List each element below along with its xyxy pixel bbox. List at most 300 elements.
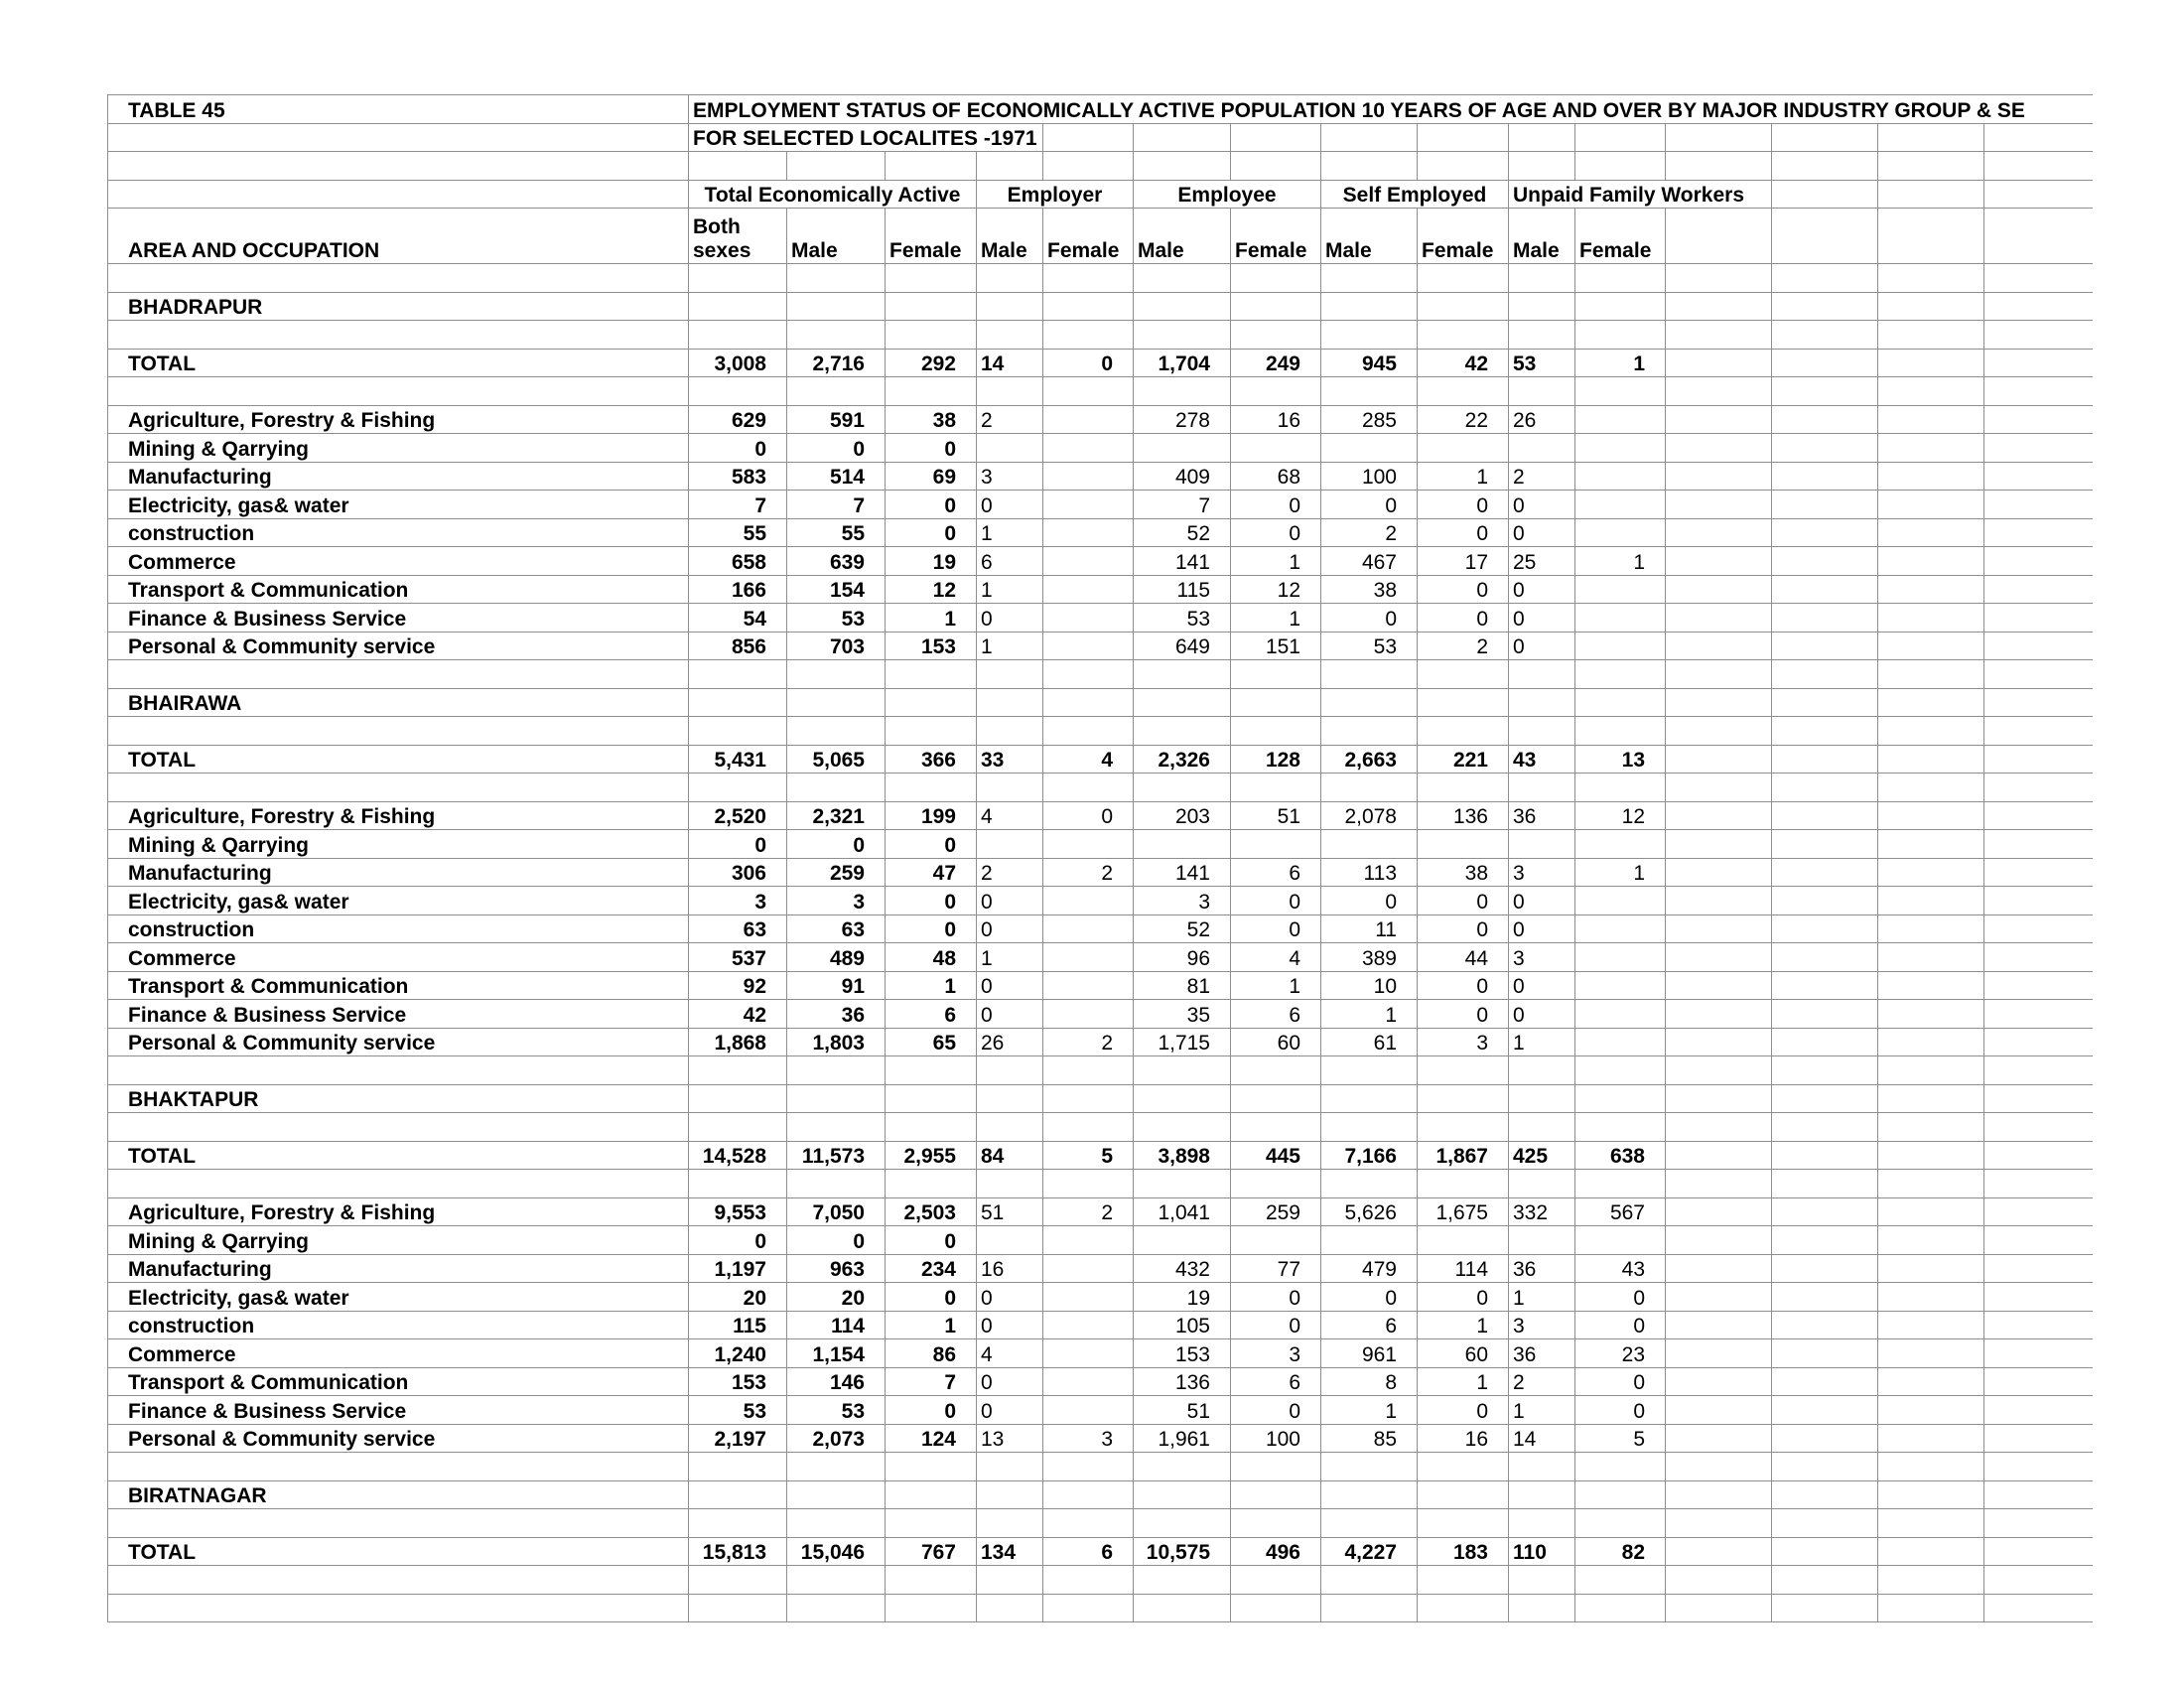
data-cell: 69: [886, 462, 977, 491]
data-cell: [1043, 1000, 1134, 1029]
data-cell: [1575, 914, 1666, 943]
data-cell: 1: [977, 518, 1043, 547]
data-cell: 234: [886, 1254, 977, 1283]
table-row: [108, 1226, 2094, 1255]
total-cell: 82: [1575, 1537, 1666, 1566]
data-cell: 8: [1321, 1367, 1418, 1396]
data-cell: [977, 830, 1043, 859]
area-row: [108, 1480, 2094, 1509]
data-cell: 53: [689, 1396, 787, 1425]
column-header-row: [108, 209, 2094, 264]
data-cell: 1,961: [1134, 1424, 1231, 1453]
total-cell: 3,008: [689, 349, 787, 377]
data-cell: 332: [1509, 1197, 1575, 1226]
data-cell: 4: [977, 801, 1043, 830]
total-label: TOTAL: [108, 1141, 689, 1170]
data-cell: 2,073: [787, 1424, 886, 1453]
data-cell: 53: [1321, 632, 1418, 660]
data-cell: 3: [689, 887, 787, 915]
table-row: [108, 1254, 2094, 1283]
data-cell: 0: [1418, 1396, 1509, 1425]
area-name: BHAKTAPUR: [108, 1084, 689, 1113]
total-cell: 53: [1509, 349, 1575, 377]
total-cell: 1,867: [1418, 1141, 1509, 1170]
data-cell: [1043, 434, 1134, 463]
total-cell: 767: [886, 1537, 977, 1566]
data-cell: 2: [977, 858, 1043, 887]
data-cell: [1231, 434, 1321, 463]
data-cell: 1: [1509, 1028, 1575, 1056]
total-cell: 2,326: [1134, 745, 1231, 774]
data-cell: 0: [1231, 1283, 1321, 1312]
data-cell: 55: [689, 518, 787, 547]
data-cell: 629: [689, 405, 787, 434]
occupation-label: Agriculture, Forestry & Fishing: [108, 801, 689, 830]
data-cell: 53: [787, 1396, 886, 1425]
total-row: [108, 1537, 2094, 1566]
total-cell: 183: [1418, 1537, 1509, 1566]
data-cell: 0: [1509, 971, 1575, 1000]
data-cell: 113: [1321, 858, 1418, 887]
data-cell: 81: [1134, 971, 1231, 1000]
data-cell: 11: [1321, 914, 1418, 943]
data-cell: 19: [1134, 1283, 1231, 1312]
data-cell: 0: [1418, 604, 1509, 633]
data-cell: 2: [1043, 858, 1134, 887]
data-cell: 12: [886, 575, 977, 604]
data-cell: 0: [977, 1283, 1043, 1312]
data-cell: 3: [1509, 858, 1575, 887]
data-cell: 1: [1418, 1311, 1509, 1339]
data-cell: 0: [1231, 1396, 1321, 1425]
total-label: TOTAL: [108, 1537, 689, 1566]
table-row: [108, 1311, 2094, 1339]
total-cell: 945: [1321, 349, 1418, 377]
data-cell: 6: [1231, 1000, 1321, 1029]
occupation-label: Personal & Community service: [108, 1424, 689, 1453]
data-cell: [1134, 830, 1231, 859]
table-row: [108, 547, 2094, 576]
blank-row: [108, 1170, 2094, 1198]
data-cell: 154: [787, 575, 886, 604]
occupation-label: Commerce: [108, 1339, 689, 1368]
data-cell: 2: [977, 405, 1043, 434]
data-cell: 54: [689, 604, 787, 633]
data-cell: 0: [1575, 1367, 1666, 1396]
data-cell: 52: [1134, 518, 1231, 547]
data-cell: 105: [1134, 1311, 1231, 1339]
data-cell: 658: [689, 547, 787, 576]
data-cell: 0: [977, 1000, 1043, 1029]
data-cell: [1043, 1311, 1134, 1339]
data-cell: 14: [1509, 1424, 1575, 1453]
data-cell: 0: [1575, 1283, 1666, 1312]
data-cell: [1043, 547, 1134, 576]
total-cell: 84: [977, 1141, 1043, 1170]
data-cell: 0: [689, 434, 787, 463]
total-cell: 128: [1231, 745, 1321, 774]
table-row: [108, 518, 2094, 547]
occupation-label: Finance & Business Service: [108, 1396, 689, 1425]
data-cell: [1043, 575, 1134, 604]
data-cell: [1321, 830, 1418, 859]
data-cell: 4: [977, 1339, 1043, 1368]
data-cell: 1: [1575, 547, 1666, 576]
data-cell: 1: [1231, 547, 1321, 576]
occupation-label: Manufacturing: [108, 858, 689, 887]
table-row: [108, 1197, 2094, 1226]
data-cell: 7: [1134, 491, 1231, 519]
data-cell: 47: [886, 858, 977, 887]
data-cell: 1: [1509, 1396, 1575, 1425]
data-cell: [1043, 1339, 1134, 1368]
data-cell: 1: [977, 575, 1043, 604]
data-cell: 55: [787, 518, 886, 547]
data-cell: 1: [886, 1311, 977, 1339]
total-cell: 4: [1043, 745, 1134, 774]
data-cell: [1043, 971, 1134, 1000]
blank-row: [108, 1594, 2094, 1622]
occupation-label: Manufacturing: [108, 462, 689, 491]
data-cell: 20: [787, 1283, 886, 1312]
data-cell: 151: [1231, 632, 1321, 660]
employment-table: [107, 94, 2093, 1622]
data-cell: 7: [787, 491, 886, 519]
table-row: [108, 1424, 2094, 1453]
data-cell: 961: [1321, 1339, 1418, 1368]
data-cell: 567: [1575, 1197, 1666, 1226]
col-employer-female: Female: [1043, 209, 1134, 264]
table-label: TABLE 45: [108, 95, 689, 124]
data-cell: [1043, 1226, 1134, 1255]
total-cell: 110: [1509, 1537, 1575, 1566]
data-cell: 1,240: [689, 1339, 787, 1368]
data-cell: [1575, 830, 1666, 859]
row-header-area: AREA AND OCCUPATION: [108, 209, 689, 264]
data-cell: 26: [1509, 405, 1575, 434]
data-cell: 115: [1134, 575, 1231, 604]
occupation-label: Electricity, gas& water: [108, 887, 689, 915]
data-cell: 389: [1321, 943, 1418, 972]
data-cell: 86: [886, 1339, 977, 1368]
total-cell: 5,431: [689, 745, 787, 774]
data-cell: 0: [977, 491, 1043, 519]
title-row-1: [108, 95, 2094, 124]
occupation-label: Agriculture, Forestry & Fishing: [108, 1197, 689, 1226]
table-row: [108, 491, 2094, 519]
data-cell: 703: [787, 632, 886, 660]
data-cell: 3: [1509, 943, 1575, 972]
data-cell: 591: [787, 405, 886, 434]
data-cell: 38: [886, 405, 977, 434]
occupation-label: Mining & Qarrying: [108, 434, 689, 463]
data-cell: 35: [1134, 1000, 1231, 1029]
total-cell: 2,716: [787, 349, 886, 377]
blank-row: [108, 1509, 2094, 1538]
data-cell: 0: [787, 830, 886, 859]
total-label: TOTAL: [108, 745, 689, 774]
data-cell: 5: [1575, 1424, 1666, 1453]
data-cell: [1134, 434, 1231, 463]
data-cell: 0: [977, 914, 1043, 943]
group-header-row: [108, 180, 2094, 209]
data-cell: 60: [1418, 1339, 1509, 1368]
data-cell: 1,675: [1418, 1197, 1509, 1226]
data-cell: 51: [1134, 1396, 1231, 1425]
total-cell: 14: [977, 349, 1043, 377]
total-row: [108, 745, 2094, 774]
data-cell: 136: [1418, 801, 1509, 830]
col-total-male: Male: [787, 209, 886, 264]
occupation-label: Commerce: [108, 943, 689, 972]
occupation-label: Electricity, gas& water: [108, 491, 689, 519]
data-cell: 0: [886, 830, 977, 859]
blank-row: [108, 321, 2094, 350]
total-cell: 0: [1043, 349, 1134, 377]
group-self-employed: Self Employed: [1321, 180, 1509, 209]
data-cell: 0: [787, 1226, 886, 1255]
data-cell: 1: [886, 971, 977, 1000]
total-cell: 2,955: [886, 1141, 977, 1170]
occupation-label: Agriculture, Forestry & Fishing: [108, 405, 689, 434]
data-cell: 306: [689, 858, 787, 887]
blank-row: [108, 660, 2094, 689]
data-cell: 2: [1418, 632, 1509, 660]
total-cell: 7,166: [1321, 1141, 1418, 1170]
occupation-label: Transport & Communication: [108, 971, 689, 1000]
data-cell: [1043, 604, 1134, 633]
col-self-female: Female: [1418, 209, 1509, 264]
data-cell: [1575, 1000, 1666, 1029]
data-cell: 199: [886, 801, 977, 830]
total-cell: 42: [1418, 349, 1509, 377]
data-cell: [1231, 1226, 1321, 1255]
total-cell: 249: [1231, 349, 1321, 377]
data-cell: [1043, 830, 1134, 859]
data-cell: 0: [977, 604, 1043, 633]
data-cell: 85: [1321, 1424, 1418, 1453]
data-cell: 0: [1509, 604, 1575, 633]
data-cell: 2,197: [689, 1424, 787, 1453]
data-cell: 0: [977, 1311, 1043, 1339]
data-cell: [1509, 434, 1575, 463]
data-cell: 2,321: [787, 801, 886, 830]
data-cell: 0: [1321, 1283, 1418, 1312]
data-cell: 514: [787, 462, 886, 491]
data-cell: 3: [1134, 887, 1231, 915]
data-cell: 146: [787, 1367, 886, 1396]
title-row-2: [108, 123, 2094, 152]
data-cell: [1575, 632, 1666, 660]
data-cell: 16: [1231, 405, 1321, 434]
data-cell: 38: [1321, 575, 1418, 604]
occupation-label: Electricity, gas& water: [108, 1283, 689, 1312]
data-cell: 1,154: [787, 1339, 886, 1368]
blank-row: [108, 774, 2094, 802]
data-cell: 48: [886, 943, 977, 972]
data-cell: [1575, 887, 1666, 915]
data-cell: 0: [1231, 887, 1321, 915]
data-cell: 4: [1231, 943, 1321, 972]
data-cell: 2: [1509, 1367, 1575, 1396]
data-cell: 0: [1418, 518, 1509, 547]
total-cell: 43: [1509, 745, 1575, 774]
data-cell: 1: [1575, 858, 1666, 887]
occupation-label: Personal & Community service: [108, 1028, 689, 1056]
data-cell: 6: [1321, 1311, 1418, 1339]
total-cell: 2,663: [1321, 745, 1418, 774]
data-cell: 20: [689, 1283, 787, 1312]
table-row: [108, 1339, 2094, 1368]
data-cell: 285: [1321, 405, 1418, 434]
data-cell: [1575, 434, 1666, 463]
data-cell: 0: [977, 1367, 1043, 1396]
total-cell: 6: [1043, 1537, 1134, 1566]
data-cell: 0: [689, 1226, 787, 1255]
data-cell: 963: [787, 1254, 886, 1283]
data-cell: 124: [886, 1424, 977, 1453]
data-cell: 141: [1134, 547, 1231, 576]
data-cell: 259: [1231, 1197, 1321, 1226]
data-cell: 0: [1509, 575, 1575, 604]
data-cell: 0: [1575, 1311, 1666, 1339]
area-name: BIRATNAGAR: [108, 1480, 689, 1509]
data-cell: [1418, 830, 1509, 859]
total-cell: 3,898: [1134, 1141, 1231, 1170]
area-name: BHAIRAWA: [108, 688, 689, 717]
col-total-female: Female: [886, 209, 977, 264]
data-cell: 278: [1134, 405, 1231, 434]
blank-row: [108, 1113, 2094, 1142]
area-row: [108, 292, 2094, 321]
data-cell: 100: [1231, 1424, 1321, 1453]
data-cell: 7: [689, 491, 787, 519]
total-row: [108, 1141, 2094, 1170]
total-cell: 638: [1575, 1141, 1666, 1170]
data-cell: 2,503: [886, 1197, 977, 1226]
data-cell: 2,078: [1321, 801, 1418, 830]
data-cell: 26: [977, 1028, 1043, 1056]
data-cell: 2: [1321, 518, 1418, 547]
occupation-label: Finance & Business Service: [108, 1000, 689, 1029]
total-cell: 425: [1509, 1141, 1575, 1170]
data-cell: [1043, 914, 1134, 943]
data-cell: [977, 1226, 1043, 1255]
spreadsheet-sheet: [107, 94, 2093, 1623]
data-cell: 0: [1418, 971, 1509, 1000]
col-employee-male: Male: [1134, 209, 1231, 264]
data-cell: 1: [1321, 1396, 1418, 1425]
occupation-label: Personal & Community service: [108, 632, 689, 660]
total-label: TOTAL: [108, 349, 689, 377]
data-cell: 1: [1231, 604, 1321, 633]
data-cell: [1575, 518, 1666, 547]
total-cell: 221: [1418, 745, 1509, 774]
group-unpaid-family: Unpaid Family Workers: [1509, 180, 1772, 209]
total-cell: 10,575: [1134, 1537, 1231, 1566]
group-employer: Employer: [977, 180, 1134, 209]
occupation-label: Transport & Communication: [108, 1367, 689, 1396]
data-cell: 203: [1134, 801, 1231, 830]
occupation-label: Commerce: [108, 547, 689, 576]
group-employee: Employee: [1134, 180, 1321, 209]
data-cell: 0: [1321, 887, 1418, 915]
data-cell: [1043, 1283, 1134, 1312]
data-cell: 52: [1134, 914, 1231, 943]
data-cell: 259: [787, 858, 886, 887]
data-cell: 0: [977, 1396, 1043, 1425]
data-cell: 12: [1231, 575, 1321, 604]
data-cell: [1575, 1226, 1666, 1255]
data-cell: 65: [886, 1028, 977, 1056]
data-cell: 166: [689, 575, 787, 604]
total-cell: 5: [1043, 1141, 1134, 1170]
data-cell: 479: [1321, 1254, 1418, 1283]
data-cell: 16: [977, 1254, 1043, 1283]
total-cell: 496: [1231, 1537, 1321, 1566]
data-cell: 0: [886, 434, 977, 463]
data-cell: 1,197: [689, 1254, 787, 1283]
data-cell: 0: [1509, 914, 1575, 943]
data-cell: 6: [1231, 858, 1321, 887]
data-cell: 115: [689, 1311, 787, 1339]
data-cell: 91: [787, 971, 886, 1000]
data-cell: [1043, 943, 1134, 972]
occupation-label: Transport & Communication: [108, 575, 689, 604]
data-cell: [1043, 462, 1134, 491]
total-cell: 14,528: [689, 1141, 787, 1170]
data-cell: [1043, 1254, 1134, 1283]
data-cell: [1043, 1396, 1134, 1425]
data-cell: 0: [1509, 491, 1575, 519]
data-cell: 0: [1418, 914, 1509, 943]
data-cell: 36: [787, 1000, 886, 1029]
data-cell: 17: [1418, 547, 1509, 576]
table-row: [108, 1367, 2094, 1396]
total-cell: 15,046: [787, 1537, 886, 1566]
data-cell: 409: [1134, 462, 1231, 491]
data-cell: 114: [1418, 1254, 1509, 1283]
data-cell: 0: [1321, 604, 1418, 633]
data-cell: 1,715: [1134, 1028, 1231, 1056]
data-cell: 0: [1231, 518, 1321, 547]
data-cell: 0: [689, 830, 787, 859]
data-cell: [977, 434, 1043, 463]
data-cell: [1575, 575, 1666, 604]
area-row: [108, 688, 2094, 717]
data-cell: 1: [1321, 1000, 1418, 1029]
data-cell: 2: [1043, 1028, 1134, 1056]
data-cell: 0: [1418, 1000, 1509, 1029]
data-cell: 53: [1134, 604, 1231, 633]
data-cell: 1: [1418, 462, 1509, 491]
data-cell: 53: [787, 604, 886, 633]
blank-row: [108, 152, 2094, 181]
occupation-label: Mining & Qarrying: [108, 1226, 689, 1255]
blank-row: [108, 264, 2094, 293]
group-total-active: Total Economically Active: [689, 180, 977, 209]
data-cell: 0: [1231, 491, 1321, 519]
data-cell: [1043, 491, 1134, 519]
data-cell: 63: [787, 914, 886, 943]
data-cell: 77: [1231, 1254, 1321, 1283]
data-cell: 44: [1418, 943, 1509, 972]
data-cell: 6: [1231, 1367, 1321, 1396]
table-row: [108, 604, 2094, 633]
table-row: [108, 943, 2094, 972]
data-cell: 51: [977, 1197, 1043, 1226]
data-cell: 583: [689, 462, 787, 491]
